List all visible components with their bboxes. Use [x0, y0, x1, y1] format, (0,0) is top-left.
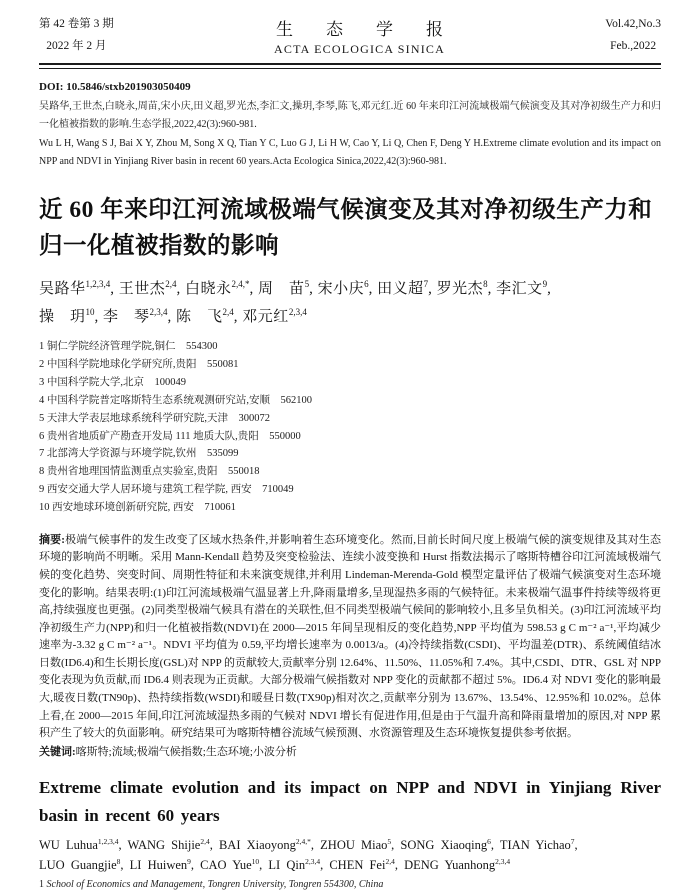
author-superscript: 10	[85, 306, 95, 317]
author-superscript: 2,4	[165, 278, 177, 289]
author-cn: 操 玥$^{10}$,	[39, 306, 104, 325]
affiliation-line: 6 贵州省地质矿产勘查开发局 111 地质大队,贵阳 550000	[39, 430, 301, 442]
affiliation-list-cn	[39, 338, 661, 516]
author-cn: 李 琴$^{2,3,4}$,	[103, 306, 177, 325]
author-en: TIAN Yichao$^7$,	[499, 836, 578, 852]
issue-number-cn: 第 42 卷第 3 期	[39, 18, 114, 30]
keywords-text: 喀斯特;流域;极端气候指数;生态环境;小波分析	[75, 745, 297, 758]
affiliation-line: 2 中国科学院地球化学研究所,贵阳 550081	[39, 359, 239, 371]
citation-en: Wu L H, Wang S J, Bai X Y, Zhou M, Song X Q, Tian Y C, Luo G J, Li H W, Cao Y, Li Q, Chen F, Deng Y H.Extreme climate evolution and its impact on NPP and NDVI in Yinjiang River basin in recent 60 years.Acta Ecologica Sinica,2022,42(3):960-981.	[39, 137, 661, 167]
author-en: BAI Xiaoyong$^{2,4,*}$,	[218, 836, 321, 852]
journal-issue-cn	[39, 14, 114, 58]
author-en: DENG Yuanhong$^{2,3,4}$	[404, 857, 511, 873]
author-cn: 宋小庆$^6$,	[317, 278, 378, 297]
author-en: CAO Yue$^{10}$,	[200, 857, 269, 873]
author-cn: 李汇文$^9$,	[496, 278, 552, 297]
author-superscript: 2,3,4	[149, 306, 168, 317]
author-en: WANG Shijie$^{2,4}$,	[127, 836, 219, 852]
affiliation-line: 4 中国科学院普定喀斯特生态系统观测研究站,安顺 562100	[39, 394, 312, 406]
affiliation-line: 3 中国科学院大学,北京 100049	[39, 376, 186, 388]
author-cn: 罗光杰$^8$,	[436, 278, 497, 297]
keywords-section	[39, 744, 661, 762]
author-superscript: 6	[487, 836, 491, 846]
author-en: WU Luhua$^{1,2,3,4}$,	[39, 836, 128, 852]
author-list-en	[39, 835, 661, 876]
affiliation-line: 8 贵州省地理国情监测重点实验室,贵阳 550018	[39, 466, 260, 478]
author-superscript: 2,4,*	[231, 278, 250, 289]
author-superscript: 6	[364, 278, 369, 289]
author-superscript: 8	[483, 278, 488, 289]
author-list-cn	[39, 276, 661, 332]
affiliation-line: 1 铜仁学院经济管理学院,铜仁 554300	[39, 341, 218, 353]
affiliation-line: 9 西安交通大学人居环境与建筑工程学院, 西安 710049	[39, 484, 294, 496]
issue-date-en: Feb.,2022	[610, 39, 657, 52]
author-cn: 邓元红$^{2,3,4}$	[242, 306, 307, 325]
author-superscript: 7	[570, 836, 575, 846]
author-en: LUO Guangjie$^8$,	[39, 857, 130, 873]
author-superscript: 1,2,3,4	[85, 278, 111, 289]
author-en: LI Huiwen$^9$,	[129, 857, 201, 873]
author-superscript: 2,4	[200, 836, 210, 846]
doi-label: DOI:	[39, 81, 67, 94]
affiliation-en-text: School of Economics and Management, Tongren University, Tongren 554300, China	[46, 879, 384, 891]
author-cn: 周 苗$^5$,	[258, 278, 318, 297]
affiliation-en-1	[39, 879, 661, 890]
affiliation-en-number: 1	[39, 879, 44, 891]
author-cn: 白晓永$^{2,4,*}$,	[185, 278, 259, 297]
author-superscript: 2,4,*	[295, 836, 311, 846]
journal-header	[39, 14, 661, 58]
affiliation-line: 10 西安地球环境创新研究院, 西安 710061	[39, 501, 236, 513]
author-superscript: 2,4	[385, 857, 395, 867]
volume-number-en: Vol.42,No.3	[605, 18, 661, 30]
author-superscript: 5	[387, 836, 392, 846]
author-en: CHEN Fei$^{2,4}$,	[329, 857, 405, 873]
abstract-section	[39, 532, 661, 743]
author-superscript: 9	[542, 278, 548, 289]
citation-block	[39, 98, 661, 171]
journal-title-block	[268, 15, 451, 57]
paper-title-en: Extreme climate evolution and its impact on NPP and NDVI in Yinjiang River basin in recent 60 years	[39, 778, 661, 825]
author-superscript: 7	[423, 278, 429, 289]
author-cn: 田义超$^7$,	[377, 278, 437, 297]
author-superscript: 2,3,4	[495, 857, 511, 867]
abstract-label: 摘要:	[39, 533, 65, 546]
author-superscript: 5	[304, 278, 310, 289]
issue-date-cn: 2022 年 2 月	[46, 39, 107, 52]
journal-issue-en	[605, 14, 661, 58]
header-divider-rule	[39, 63, 661, 70]
journal-name-cn: 生 态 学 报	[276, 19, 452, 39]
author-cn: 吴路华$^{1,2,3,4}$,	[39, 278, 119, 297]
doi-value: 10.5846/stxb201903050409	[66, 81, 191, 94]
abstract-text: 极端气候事件的发生改变了区域水热条件,并影响着生态环境变化。然而,目前长时间尺度上极端气候的演变规律及其对生态环境的影响尚不明晰。采用 Mann-Kendall 趋势及突变检验法、连续小波变换和 Hurst 指数法揭示了喀斯特槽谷印江河流域极端气候的变化趋势、突变时间、周期性特征和未来演变规律,并利用 Lindeman-Merenda-Gold 模型定量评估了极端气候演变对生态环境变化的影响。结果表明:(1)印江河流域极端气温显著上升,降雨量增多,呈现湿热多雨的气候特征。未来极端气温事件持续等级将更高,持续强度也更强。(2)同类型极端气候具有潜在的关联性,但不同类型极端气候间的影响较小,且多呈负相关。(3)印江河流域平均净初级生产力(NPP)和归一化植被指数(NDVI)在 2000—2015 年间呈现相反的变化趋势,NPP 平均值为 598.53 g C m⁻² a⁻¹,平均减少速率为-3.32 g C m⁻² a⁻¹。NDVI 平均值为 0.59,平均增长速率为 0.0013/a。(4)冷持续指数(CSDI)、平均温差(DTR)、系统阈值结冰日数(ID6.4)和生长期长度(GSL)对 NPP 的贡献较大,贡献率分别 12.64%、11.50%、11.05%和 7.4%。其中,CSDI、DTR、GSL 对 NPP 变化表现为负贡献,而 ID6.4 则表现为正贡献。大部分极端气候指数对 NPP 变化的贡献都不超过 5%。ID6.4 对 NDVI 变化的影响最大,暖夜日数(TN90p)、热持续指数(WSDI)和暖昼日数(TX90p)相对次之,贡献率分别为 13.67%、13.54%、12.95%和 10.02%。总体上看,在 2000—2015 年间,印江河流域湿热多雨的气候对 NDVI 增长有促进作用,但是由于气温升高和降雨量增加的原因,对 NPP 累积产生了较大的负面影响。研究结果可为喀斯特槽谷流域气候预测、水资源管理及生态环境恢复提供参考依据。	[39, 533, 662, 740]
author-superscript: 2,3,4	[305, 857, 321, 867]
paper-title-cn: 近 60 年来印江河流域极端气候演变及其对净初级生产力和归一化植被指数的影响	[39, 196, 653, 260]
author-superscript: 2,3,4	[288, 306, 307, 317]
author-superscript: 1,2,3,4	[97, 836, 119, 846]
citation-cn: 吴路华,王世杰,白晓永,周苗,宋小庆,田义超,罗光杰,李汇文,操玥,李琴,陈飞,邓元红.近 60 年来印江河流域极端气候演变及其对净初级生产力和归一化植被指数的影响.生态学报,2022,42(3):960-981.	[39, 101, 661, 131]
author-superscript: 2,4	[222, 306, 234, 317]
author-en: ZHOU Miao$^5$,	[320, 836, 401, 852]
doi-line	[39, 81, 661, 93]
author-superscript: 8	[116, 857, 121, 867]
journal-name-en: ACTA ECOLOGICA SINICA	[274, 41, 445, 56]
author-superscript: 9	[187, 857, 191, 867]
author-superscript: 10	[251, 857, 260, 867]
keywords-label: 关键词:	[39, 745, 76, 758]
author-cn: 陈 飞$^{2,4}$,	[176, 306, 243, 325]
affiliation-line: 5 天津大学表层地球系统科学研究院,天津 300072	[39, 412, 270, 424]
affiliation-line: 7 北部湾大学资源与环境学院,钦州 535099	[39, 448, 239, 460]
author-en: LI Qin$^{2,3,4}$,	[268, 857, 330, 873]
author-cn: 王世杰$^{2,4}$,	[118, 278, 186, 297]
author-en: SONG Xiaoqing$^6$,	[400, 836, 500, 852]
